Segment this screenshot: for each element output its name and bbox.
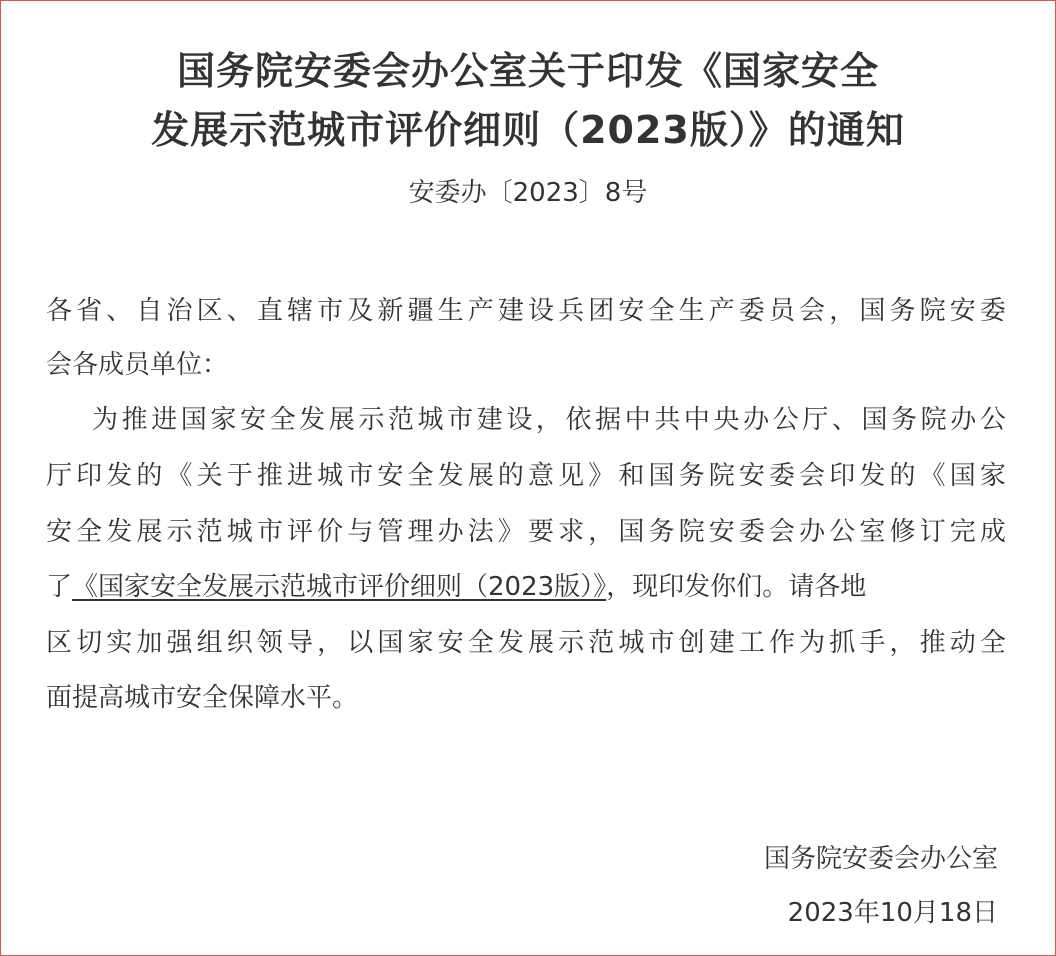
signature-organization: 国务院安委会办公室	[763, 844, 998, 874]
signature-date: 2023年10月18日	[787, 898, 998, 928]
body-line-2: 会各成员单位：	[46, 350, 229, 380]
body-line-1: 各 省 、 自 治 区 、 直 辖 市 及 新 疆 生 产 建 设 兵 团 安 全 生 产 委 员 会 ， 国 务 院 安 委	[46, 296, 1006, 326]
body-line-6-prefix: 了	[46, 572, 73, 602]
body-line-8: 面提高城市安全保障水平。	[46, 683, 359, 713]
body-line-4: 厅 印 发 的 《 关 于 推 进 城 市 安 全 发 展 的 意 见 》 和 国 务 院 安 委 会 印 发 的 《 国 家	[46, 461, 1006, 491]
document-title-line-2: 发展示范城市评价细则（2023版）》的通知	[151, 108, 905, 152]
regulation-link[interactable]: 《国家安全发展示范城市评价细则（2023版）》	[72, 572, 607, 602]
document-number: 安委办〔2023〕8号	[408, 178, 648, 208]
body-line-6-suffix: ，现印发你们。请各地	[606, 572, 867, 602]
body-line-3: 为 推 进 国 家 安 全 发 展 示 范 城 市 建 设 ， 依 据 中 共 中 央 办 公 厅 、 国 务 院 办 公	[92, 405, 1006, 435]
body-line-7: 区 切 实 加 强 组 织 领 导 ， 以 国 家 安 全 发 展 示 范 城 市 创 建 工 作 为 抓 手 ， 推 动 全	[46, 628, 1006, 658]
document-title-line-1: 国务院安委会办公室关于印发《国家安全	[176, 49, 879, 93]
body-line-5: 安 全 发 展 示 范 城 市 评 价 与 管 理 办 法 》 要 求 ， 国 务 院 安 委 会 办 公 室 修 订 完 成	[46, 517, 1006, 547]
body-line-6	[46, 566, 1006, 603]
